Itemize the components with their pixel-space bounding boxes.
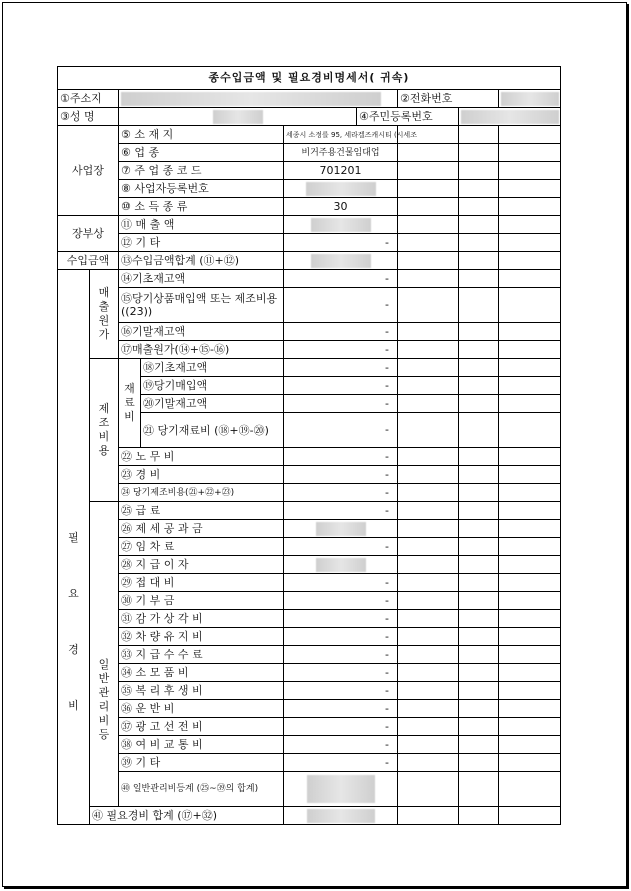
empty-cell	[398, 413, 459, 448]
empty-cell	[459, 610, 499, 628]
empty-cell	[398, 198, 459, 216]
empty-cell	[459, 574, 499, 592]
freight-value: -	[284, 700, 398, 718]
empty-cell	[499, 162, 561, 180]
advertising-label: ㊲ 광 고 선 전 비	[119, 718, 284, 736]
name-value	[119, 108, 357, 126]
donation-value: -	[284, 592, 398, 610]
empty-cell	[499, 413, 561, 448]
empty-cell	[398, 216, 459, 234]
depreciation-value: -	[284, 610, 398, 628]
advertising-value: -	[284, 718, 398, 736]
empty-cell	[499, 466, 561, 484]
empty-cell	[499, 556, 561, 574]
fees-value: -	[284, 646, 398, 664]
freight-label: ㊱ 운 반 비	[119, 700, 284, 718]
manufacturing-total-value: -	[284, 484, 398, 502]
empty-cell	[398, 484, 459, 502]
empty-cell	[398, 341, 459, 359]
empty-cell	[499, 754, 561, 772]
empty-cell	[398, 377, 459, 395]
overhead-label: ㉓ 경 비	[119, 466, 284, 484]
other-revenue-value: -	[284, 234, 398, 252]
manufacturing-char: 조	[98, 416, 110, 429]
empty-cell	[398, 502, 459, 520]
empty-cell	[499, 736, 561, 754]
empty-cell	[499, 377, 561, 395]
empty-cell	[398, 162, 459, 180]
empty-cell	[398, 646, 459, 664]
general-char: 리	[98, 700, 110, 713]
general-total-value	[284, 772, 398, 807]
manufacturing-char: 비	[98, 430, 110, 443]
empty-cell	[459, 556, 499, 574]
expense-total-label: ㊶ 필요경비 합계 (⑰+㉜)	[90, 807, 284, 825]
entertainment-label: ㉙ 접 대 비	[119, 574, 284, 592]
empty-cell	[499, 628, 561, 646]
empty-cell	[459, 700, 499, 718]
empty-cell	[499, 270, 561, 288]
rrn-label: ④주민등록번호	[357, 108, 459, 126]
empty-cell	[459, 484, 499, 502]
empty-cell	[459, 377, 499, 395]
empty-cell	[459, 520, 499, 538]
empty-cell	[459, 198, 499, 216]
welfare-label: ㉟ 복 리 후 생 비	[119, 682, 284, 700]
empty-cell	[459, 395, 499, 413]
empty-cell	[499, 574, 561, 592]
empty-cell	[398, 180, 459, 198]
general-char: 등	[98, 728, 110, 741]
empty-cell	[499, 682, 561, 700]
empty-cell	[459, 628, 499, 646]
entertainment-value: -	[284, 574, 398, 592]
empty-cell	[499, 126, 561, 144]
general-admin-label	[90, 502, 119, 807]
fees-label: ㉝ 지 급 수 수 료	[119, 646, 284, 664]
empty-cell	[459, 216, 499, 234]
empty-cell	[459, 466, 499, 484]
empty-cell	[499, 538, 561, 556]
empty-cell	[499, 198, 561, 216]
empty-cell	[398, 592, 459, 610]
empty-cell	[398, 664, 459, 682]
cogs-total-value: -	[284, 341, 398, 359]
empty-cell	[398, 807, 459, 825]
sales-label: ⑪ 매 출 액	[119, 216, 284, 234]
empty-cell	[398, 359, 459, 377]
revenue-section-label-1: 장부상	[58, 216, 119, 252]
general-total-label: ㊵ 일반관리비등계 (㉕~㊴의 합계)	[119, 772, 284, 807]
empty-cell	[398, 754, 459, 772]
empty-cell	[499, 341, 561, 359]
cogs-char: 출	[98, 300, 110, 313]
registration-number-value	[284, 180, 398, 198]
empty-cell	[459, 718, 499, 736]
empty-cell	[459, 126, 499, 144]
empty-cell	[459, 162, 499, 180]
material-total-label: ㉑ 당기재료비 (⑱+⑲-⑳)	[141, 413, 284, 448]
cogs-purchases-value: -	[284, 288, 398, 323]
empty-cell	[459, 772, 499, 807]
supplies-label: ㉞ 소 모 품 비	[119, 664, 284, 682]
empty-cell	[398, 448, 459, 466]
empty-cell	[459, 592, 499, 610]
empty-cell	[459, 682, 499, 700]
general-char: 비	[98, 714, 110, 727]
donation-label: ㉚ 기 부 금	[119, 592, 284, 610]
empty-cell	[499, 216, 561, 234]
empty-cell	[398, 682, 459, 700]
general-char: 관	[98, 686, 110, 699]
form-title: 종수입금액 및 필요경비명세서( 귀속)	[58, 67, 561, 90]
empty-cell	[398, 736, 459, 754]
material-opening-label: ⑱기초재고액	[141, 359, 284, 377]
cogs-char: 원	[98, 314, 110, 327]
address-label: ①주소지	[58, 90, 119, 108]
empty-cell	[499, 718, 561, 736]
empty-cell	[398, 144, 459, 162]
empty-cell	[459, 323, 499, 341]
labor-cost-label: ㉒ 노 무 비	[119, 448, 284, 466]
empty-cell	[459, 754, 499, 772]
empty-cell	[398, 574, 459, 592]
empty-cell	[499, 772, 561, 807]
cogs-closing-inventory-value: -	[284, 323, 398, 341]
empty-cell	[499, 323, 561, 341]
empty-cell	[398, 466, 459, 484]
labor-cost-value: -	[284, 448, 398, 466]
taxes-dues-value	[284, 520, 398, 538]
address-value	[119, 90, 398, 108]
empty-cell	[499, 807, 561, 825]
industry-code-value: 701201	[284, 162, 398, 180]
empty-cell	[499, 664, 561, 682]
revenue-total-value	[284, 252, 398, 270]
taxes-dues-label: ㉖ 제 세 공 과 금	[119, 520, 284, 538]
business-type-label: ⑥ 업 종	[119, 144, 284, 162]
expenses-char: 요	[68, 587, 79, 600]
empty-cell	[499, 502, 561, 520]
supplies-value: -	[284, 664, 398, 682]
empty-cell	[459, 270, 499, 288]
empty-cell	[459, 288, 499, 323]
manufacturing-total-label: ㉔ 당기제조비용(㉑+㉒+㉓)	[119, 484, 284, 502]
empty-cell	[398, 628, 459, 646]
other-expense-label: ㊴ 기 타	[119, 754, 284, 772]
empty-cell	[499, 252, 561, 270]
phone-label: ②전화번호	[398, 90, 499, 108]
rent-label: ㉗ 임 차 료	[119, 538, 284, 556]
registration-number-label: ⑧ 사업자등록번호	[119, 180, 284, 198]
empty-cell	[499, 448, 561, 466]
empty-cell	[499, 646, 561, 664]
other-revenue-label: ⑫ 기 타	[119, 234, 284, 252]
cogs-char: 가	[98, 328, 110, 341]
business-location-label: ⑤ 소 재 지	[119, 126, 284, 144]
income-expense-form	[57, 66, 561, 825]
empty-cell	[499, 288, 561, 323]
empty-cell	[398, 520, 459, 538]
material-char: 비	[124, 410, 135, 423]
expenses-char: 필	[68, 531, 79, 544]
empty-cell	[459, 144, 499, 162]
empty-cell	[398, 234, 459, 252]
income-type-value: 30	[284, 198, 398, 216]
material-closing-value: -	[284, 395, 398, 413]
empty-cell	[499, 610, 561, 628]
empty-cell	[499, 700, 561, 718]
travel-value: -	[284, 736, 398, 754]
phone-value	[499, 90, 561, 108]
empty-cell	[459, 646, 499, 664]
empty-cell	[459, 736, 499, 754]
manufacturing-char: 용	[98, 444, 110, 457]
empty-cell	[459, 252, 499, 270]
empty-cell	[398, 772, 459, 807]
business-location-value: 세종시 소정를 95, 세라겔즈캐시티 (시세조	[284, 126, 398, 144]
expense-total-value	[284, 807, 398, 825]
empty-cell	[398, 718, 459, 736]
overhead-value: -	[284, 466, 398, 484]
material-total-value: -	[284, 413, 398, 448]
material-closing-label: ⑳기말재고액	[141, 395, 284, 413]
empty-cell	[398, 288, 459, 323]
income-type-label: ⑩ 소 득 종 류	[119, 198, 284, 216]
salary-label: ㉕ 급 료	[119, 502, 284, 520]
material-char: 재	[124, 382, 135, 395]
empty-cell	[459, 359, 499, 377]
expenses-section-label	[58, 270, 90, 825]
empty-cell	[499, 484, 561, 502]
rent-value: -	[284, 538, 398, 556]
cogs-char: 매	[98, 286, 110, 299]
general-char: 반	[98, 672, 110, 685]
name-label: ③성 명	[58, 108, 119, 126]
business-type-value: 비거주용건물임대업	[284, 144, 398, 162]
empty-cell	[459, 341, 499, 359]
vehicle-cost-label: ㉜ 차 량 유 지 비	[119, 628, 284, 646]
empty-cell	[499, 520, 561, 538]
empty-cell	[459, 807, 499, 825]
expenses-char: 경	[68, 643, 79, 656]
travel-label: ㊳ 여 비 교 통 비	[119, 736, 284, 754]
empty-cell	[459, 538, 499, 556]
cogs-label	[90, 270, 119, 359]
empty-cell	[459, 413, 499, 448]
sales-value	[284, 216, 398, 234]
empty-cell	[459, 234, 499, 252]
interest-label: ㉘ 지 급 이 자	[119, 556, 284, 574]
cogs-opening-inventory-label: ⑭기초재고액	[119, 270, 284, 288]
revenue-section-label-2: 수입금액	[58, 252, 119, 270]
empty-cell	[499, 180, 561, 198]
general-char: 일	[98, 658, 110, 671]
empty-cell	[398, 323, 459, 341]
empty-cell	[398, 700, 459, 718]
material-purchases-value: -	[284, 377, 398, 395]
interest-value	[284, 556, 398, 574]
other-expense-value: -	[284, 754, 398, 772]
industry-code-label: ⑦ 주 업 종 코 드	[119, 162, 284, 180]
rrn-value	[459, 108, 561, 126]
cogs-closing-inventory-label: ⑯기말재고액	[119, 323, 284, 341]
empty-cell	[398, 538, 459, 556]
empty-cell	[499, 395, 561, 413]
empty-cell	[398, 270, 459, 288]
cogs-total-label: ⑰매출원가(⑭+⑮-⑯)	[119, 341, 284, 359]
empty-cell	[499, 144, 561, 162]
empty-cell	[459, 664, 499, 682]
empty-cell	[459, 448, 499, 466]
empty-cell	[499, 359, 561, 377]
cogs-purchases-label: ⑮당기상품매입액 또는 제조비용((23))	[119, 288, 284, 323]
depreciation-label: ㉛ 감 가 상 각 비	[119, 610, 284, 628]
empty-cell	[499, 592, 561, 610]
material-char: 료	[124, 396, 135, 409]
revenue-total-label: ⑬수입금액합계 (⑪+⑫)	[119, 252, 284, 270]
empty-cell	[499, 234, 561, 252]
material-opening-value: -	[284, 359, 398, 377]
empty-cell	[459, 502, 499, 520]
manufacturing-label	[90, 359, 119, 502]
vehicle-cost-value: -	[284, 628, 398, 646]
manufacturing-char: 제	[98, 402, 110, 415]
material-purchases-label: ⑲당기매입액	[141, 377, 284, 395]
business-section-label: 사업장	[58, 126, 119, 216]
cogs-opening-inventory-value: -	[284, 270, 398, 288]
expenses-char: 비	[68, 699, 79, 712]
salary-value: -	[284, 502, 398, 520]
empty-cell	[398, 610, 459, 628]
empty-cell	[398, 556, 459, 574]
empty-cell	[398, 252, 459, 270]
empty-cell	[459, 180, 499, 198]
empty-cell	[398, 395, 459, 413]
material-label	[119, 359, 141, 448]
welfare-value: -	[284, 682, 398, 700]
